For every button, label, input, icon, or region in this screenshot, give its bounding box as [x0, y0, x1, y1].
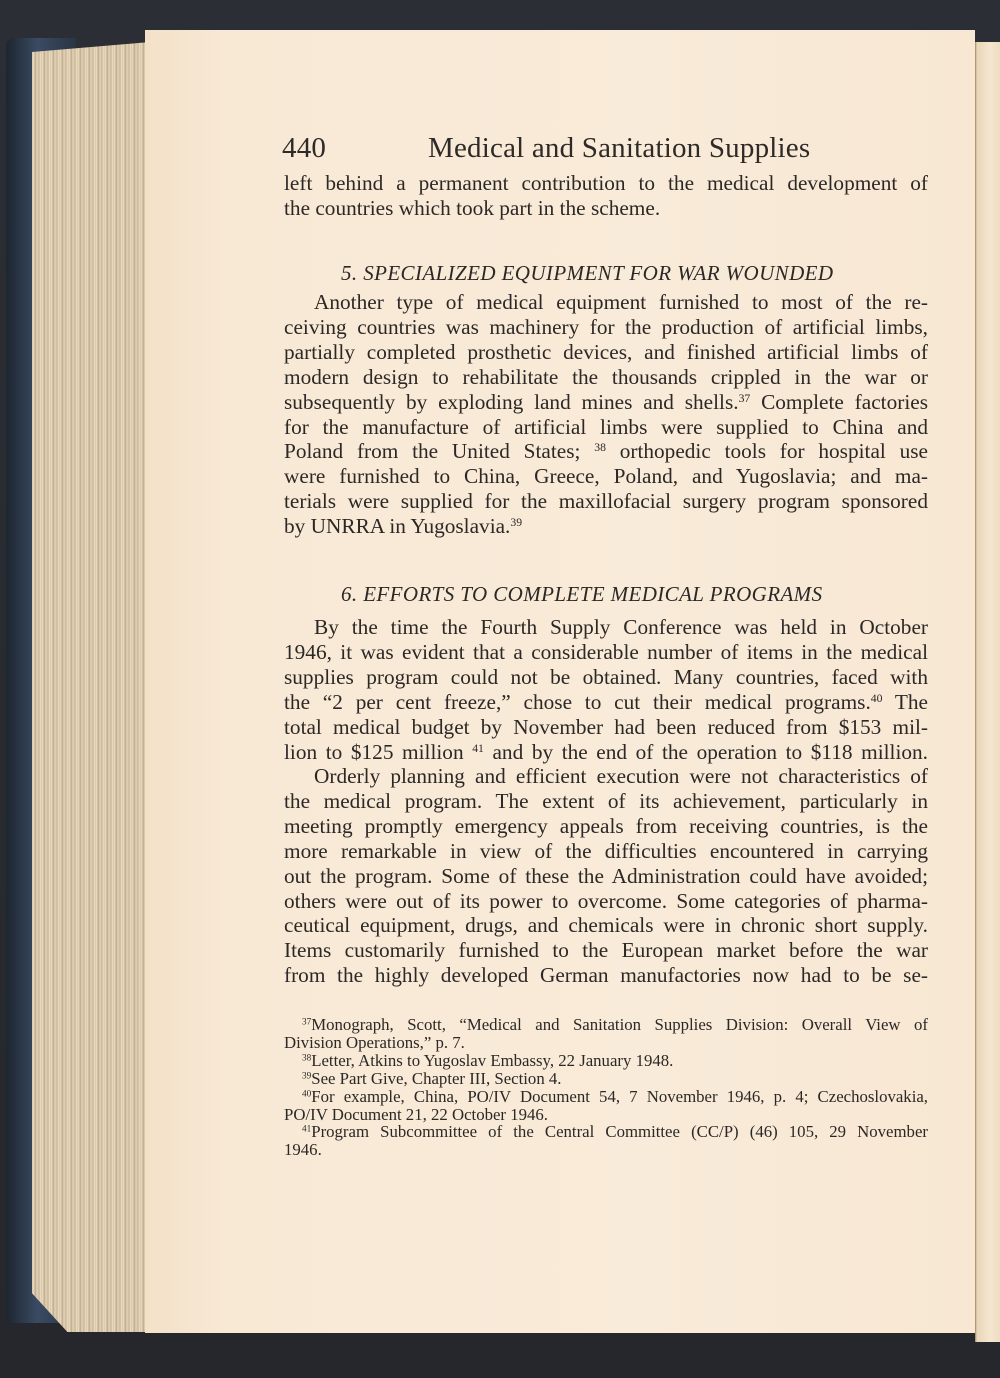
footnote-number: 40 — [302, 1088, 312, 1099]
text-line: out the program. Some of these the Administration could have avoided; — [284, 863, 928, 888]
footnote-number: 39 — [302, 1070, 312, 1081]
footnote-39 — [284, 1070, 928, 1088]
text-line: more remarkable in view of the difficulties encountered in carrying — [284, 838, 928, 863]
footnote-41 — [284, 1123, 928, 1141]
footnote-40 — [284, 1088, 928, 1106]
footnote-37-cont: Division Operations,” p. 7. — [284, 1032, 465, 1052]
text-line: ceiving countries was machinery for the production of artificial limbs, — [284, 314, 928, 339]
footnote-38 — [284, 1052, 928, 1070]
text-line: for the manufacture of artificial limbs were supplied to China and — [284, 414, 928, 439]
text-line — [284, 740, 928, 765]
text-line: the countries which took part in the scheme. — [284, 195, 661, 220]
footnote-text: Letter, Atkins to Yugoslav Embassy, 22 January 1948. — [311, 1050, 674, 1070]
footnote-number: 38 — [302, 1052, 312, 1063]
footnote-ref-40[interactable]: 40 — [870, 691, 883, 705]
footnote-text: Monograph, Scott, “Medical and Sanitation Supplies Division: Overall View of — [311, 1015, 928, 1034]
text-line: supplies program could not be obtained. Many countries, faced with — [284, 664, 928, 689]
page-edges — [32, 42, 150, 1332]
text-line: modern design to rehabilitate the thousands crippled in the war or — [284, 364, 928, 389]
section6-paragraph-1 — [284, 615, 928, 764]
text-fragment: lion to $125 million — [284, 739, 473, 764]
footnote-number: 41 — [302, 1123, 312, 1134]
text-line: Orderly planning and efficient execution were not characteristics of — [314, 764, 928, 788]
chapter-title: Medical and Sanitation Supplies — [428, 132, 811, 164]
footnote-number: 37 — [302, 1016, 312, 1027]
text-fragment: Complete factories — [750, 389, 928, 414]
text-line: meeting promptly emergency appeals from receiving countries, is the — [284, 813, 928, 838]
text-fragment: subsequently by exploding land mines and shells. — [284, 389, 739, 414]
text-fragment: the “2 per cent freeze,” chose to cut their medical programs. — [284, 689, 871, 714]
text-line: terials were supplied for the maxillofacial surgery program sponsored — [284, 489, 928, 514]
text-line: the medical program. The extent of its achievement, particularly in — [284, 788, 928, 813]
footnote-text: See Part Give, Chapter III, Section 4. — [311, 1068, 562, 1088]
section-heading-6: 6. EFFORTS TO COMPLETE MEDICAL PROGRAMS — [341, 582, 823, 606]
facing-page-edge — [975, 42, 1000, 1342]
text-line: By the time the Fourth Supply Conference was held in October — [314, 615, 928, 639]
footnote-41-cont: 1946. — [284, 1140, 322, 1160]
text-line — [284, 439, 928, 464]
section5-paragraph — [284, 290, 928, 539]
text-line: were furnished to China, Greece, Poland, and Yugoslavia; and ma- — [284, 464, 928, 489]
text-line: ceutical equipment, drugs, and chemicals were in chronic short supply. — [284, 913, 928, 938]
footnotes — [284, 1016, 928, 1159]
page-number: 440 — [282, 132, 327, 164]
text-line: Items customarily furnished to the European market before the war — [284, 938, 928, 963]
footnote-ref-37[interactable]: 37 — [738, 391, 751, 405]
text-line: partially completed prosthetic devices, and finished artificial limbs of — [284, 339, 928, 364]
section-heading-5: 5. SPECIALIZED EQUIPMENT FOR WAR WOUNDED — [341, 261, 834, 285]
text-fragment: The — [882, 689, 928, 714]
footnote-text: Program Subcommittee of the Central Committee (CC/P) (46) 105, 29 November — [311, 1122, 928, 1142]
text-line: total medical budget by November had been reduced from $153 mil- — [284, 714, 928, 739]
footnote-40-cont: PO/IV Document 21, 22 October 1946. — [284, 1104, 548, 1124]
text-fragment: by UNRRA in Yugoslavia. — [284, 514, 511, 539]
text-fragment: orthopedic tools for hospital use — [605, 439, 928, 464]
text-fragment: and by the end of the operation to $118 million. — [483, 739, 928, 764]
footnote-ref-38[interactable]: 38 — [594, 441, 606, 455]
text-line: left behind a permanent contribution to the medical development of — [284, 171, 928, 195]
text-line — [284, 690, 928, 715]
text-line — [284, 390, 928, 415]
footnote-37 — [284, 1016, 928, 1034]
footnote-ref-39[interactable]: 39 — [510, 516, 523, 530]
text-line: 1946, it was evident that a considerable number of items in the medical — [284, 639, 928, 664]
text-line: others were out of its power to overcome. Some categories of pharma- — [284, 888, 928, 913]
section6-paragraph-2 — [284, 764, 928, 988]
text-fragment: Poland from the United States; — [284, 439, 595, 464]
text-line: Another type of medical equipment furnished to most of the re- — [314, 290, 928, 314]
footnote-text: For example, China, PO/IV Document 54, 7 November 1946, p. 4; Czechoslovakia, — [311, 1086, 928, 1106]
footnote-ref-41[interactable]: 41 — [472, 741, 484, 755]
continuation-paragraph — [284, 171, 928, 221]
text-line — [284, 514, 928, 539]
text-line: from the highly developed German manufactories now had to be se- — [284, 963, 928, 988]
